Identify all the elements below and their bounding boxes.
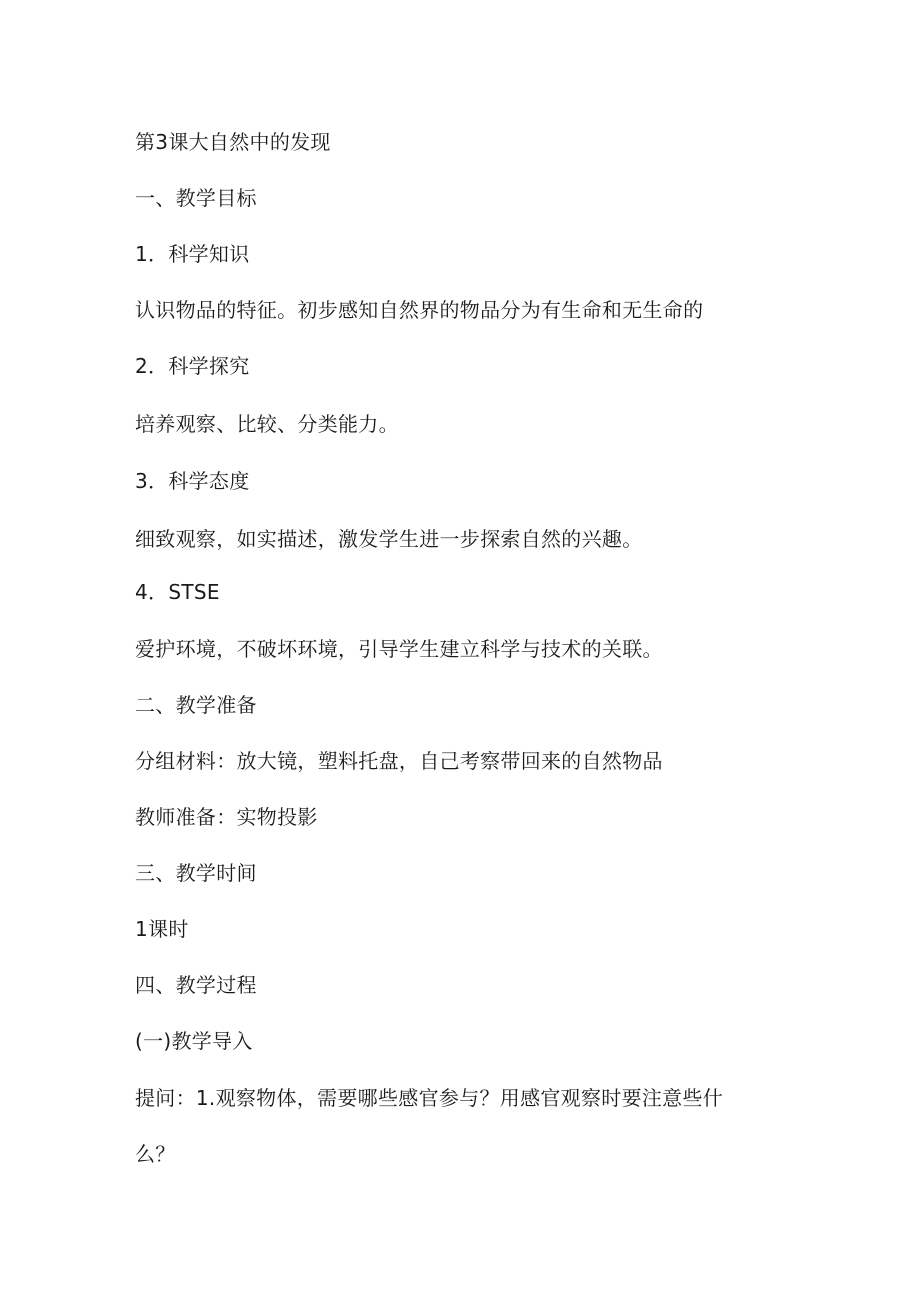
section-heading-preparation: 二、教学准备 bbox=[135, 693, 257, 717]
section-heading-process: 四、教学过程 bbox=[135, 973, 257, 997]
paragraph-group-materials: 分组材料：放大镜，塑料托盘，自己考察带回来的自然物品 bbox=[135, 749, 663, 773]
paragraph-question: 提问：1.观察物体，需要哪些感官参与？用感官观察时要注意些什 bbox=[135, 1086, 724, 1110]
paragraph-question-continued: 么？ bbox=[135, 1142, 176, 1166]
subheading-attitude: 3．科学态度 bbox=[135, 469, 250, 493]
section-heading-objectives: 一、教学目标 bbox=[135, 186, 257, 210]
subheading-stse: 4．STSE bbox=[135, 580, 220, 604]
subheading-introduction: (一)教学导入 bbox=[135, 1029, 253, 1053]
lesson-title: 第3课大自然中的发现 bbox=[135, 130, 331, 154]
subheading-knowledge: 1．科学知识 bbox=[135, 242, 250, 266]
paragraph-knowledge: 认识物品的特征。初步感知自然界的物品分为有生命和无生命的 bbox=[135, 298, 704, 322]
paragraph-stse: 爱护环境，不破坏环境，引导学生建立科学与技术的关联。 bbox=[135, 637, 663, 661]
paragraph-attitude: 细致观察，如实描述，激发学生进一步探索自然的兴趣。 bbox=[135, 527, 643, 551]
paragraph-time: 1课时 bbox=[135, 917, 189, 941]
paragraph-teacher-preparation: 教师准备：实物投影 bbox=[135, 805, 318, 829]
paragraph-inquiry: 培养观察、比较、分类能力。 bbox=[135, 412, 399, 436]
subheading-inquiry: 2．科学探究 bbox=[135, 354, 250, 378]
section-heading-time: 三、教学时间 bbox=[135, 861, 257, 885]
